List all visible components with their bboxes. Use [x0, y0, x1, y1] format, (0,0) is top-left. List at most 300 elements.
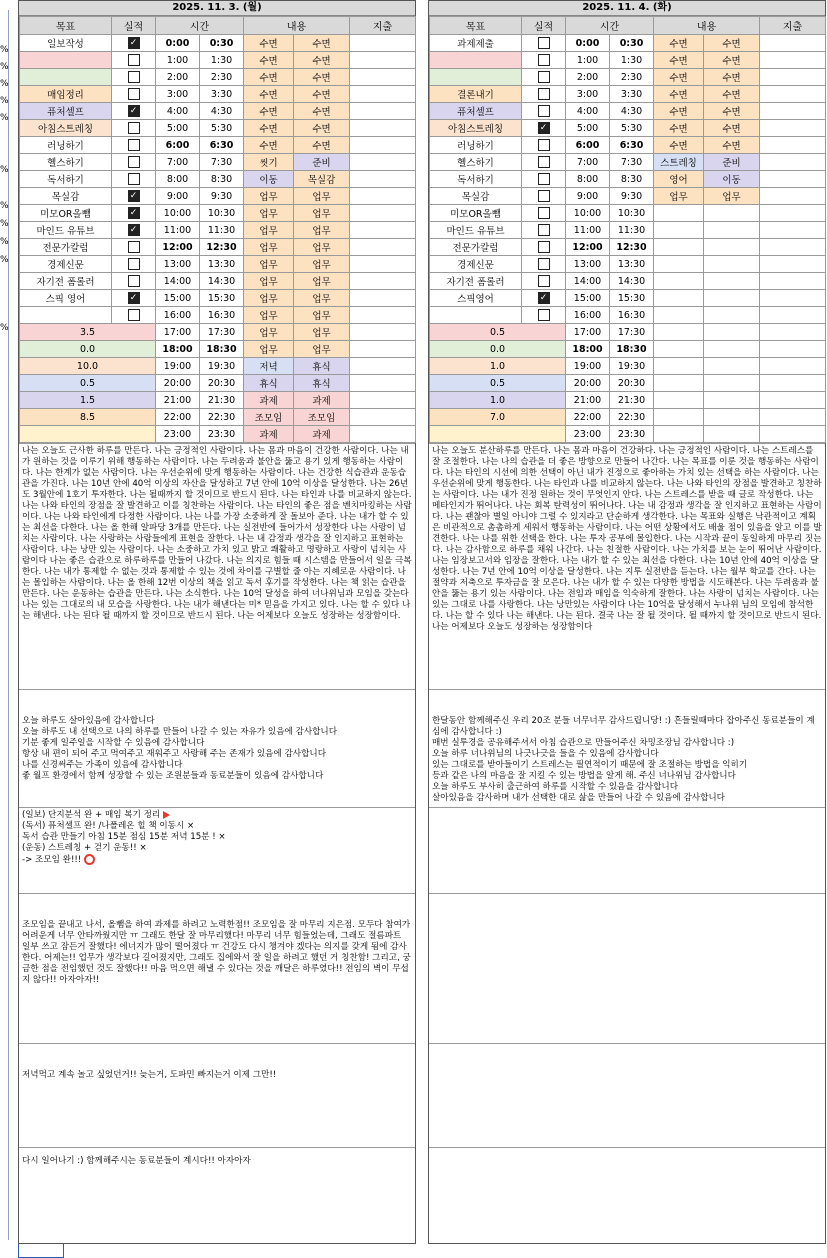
- content-cell[interactable]: 업무: [294, 188, 350, 205]
- goal-cell[interactable]: 과제제출: [430, 35, 522, 52]
- time-half: 7:30: [610, 154, 654, 171]
- done-checkbox[interactable]: [112, 154, 156, 171]
- done-checkbox[interactable]: [522, 222, 566, 239]
- spend-cell[interactable]: [350, 392, 416, 409]
- content-cell[interactable]: 영어: [654, 171, 704, 188]
- content-cell[interactable]: 업무: [294, 239, 350, 256]
- time-half: 18:30: [610, 341, 654, 358]
- content-cell[interactable]: 수면: [654, 52, 704, 69]
- spend-cell[interactable]: [760, 273, 826, 290]
- goal-cell[interactable]: 전문가칼럼: [430, 239, 522, 256]
- checkbox-icon[interactable]: [128, 275, 140, 287]
- table-row: [430, 239, 826, 256]
- content-cell[interactable]: 수면: [244, 35, 294, 52]
- content-cell[interactable]: 수면: [654, 137, 704, 154]
- checkbox-icon[interactable]: [128, 258, 140, 270]
- done-checkbox[interactable]: [112, 137, 156, 154]
- goal-cell[interactable]: 퓨처셀프: [20, 103, 112, 120]
- goal-cell[interactable]: 아침스트레칭: [430, 120, 522, 137]
- content-cell[interactable]: [654, 307, 704, 324]
- spend-cell[interactable]: [350, 137, 416, 154]
- done-checkbox[interactable]: [112, 86, 156, 103]
- schedule-table: [19, 16, 416, 443]
- checkbox-icon[interactable]: [538, 224, 550, 236]
- table-row: [20, 426, 416, 443]
- content-cell[interactable]: 저녁: [244, 358, 294, 375]
- spend-cell[interactable]: [350, 35, 416, 52]
- content-cell[interactable]: 업무: [294, 256, 350, 273]
- content-cell[interactable]: [704, 375, 760, 392]
- spend-cell[interactable]: [350, 205, 416, 222]
- content-cell[interactable]: 수면: [704, 52, 760, 69]
- done-checkbox[interactable]: [522, 256, 566, 273]
- spend-cell[interactable]: [760, 324, 826, 341]
- content-cell[interactable]: 휴식: [244, 375, 294, 392]
- goal-cell[interactable]: 헬스하기: [20, 154, 112, 171]
- edge-percent: %: [0, 45, 9, 55]
- content-cell[interactable]: 업무: [244, 307, 294, 324]
- spend-cell[interactable]: [760, 35, 826, 52]
- content-cell[interactable]: 수면: [244, 103, 294, 120]
- content-cell[interactable]: 씻기: [244, 154, 294, 171]
- content-cell[interactable]: [654, 324, 704, 341]
- content-cell[interactable]: [654, 358, 704, 375]
- goal-cell[interactable]: 자기전 폼롤러: [20, 273, 112, 290]
- checkbox-icon[interactable]: ✓: [538, 292, 550, 304]
- spend-cell[interactable]: [350, 188, 416, 205]
- summary-hours: 1.5: [20, 392, 156, 409]
- spend-cell[interactable]: [350, 120, 416, 137]
- spend-cell[interactable]: [350, 171, 416, 188]
- content-cell[interactable]: 업무: [244, 341, 294, 358]
- table-row: [20, 205, 416, 222]
- content-cell[interactable]: [704, 358, 760, 375]
- content-cell[interactable]: [704, 392, 760, 409]
- content-cell[interactable]: 과제: [294, 426, 350, 443]
- content-cell[interactable]: 수면: [654, 86, 704, 103]
- goal-cell[interactable]: 결론내기: [430, 86, 522, 103]
- spend-cell[interactable]: [350, 103, 416, 120]
- content-cell[interactable]: 이동: [244, 171, 294, 188]
- flag-icon: [163, 811, 170, 819]
- content-cell[interactable]: 수면: [704, 103, 760, 120]
- table-row: [430, 375, 826, 392]
- content-cell[interactable]: [654, 273, 704, 290]
- goal-cell[interactable]: 목실감: [430, 188, 522, 205]
- done-checkbox[interactable]: [112, 256, 156, 273]
- summary-hours: 0.0: [430, 341, 566, 358]
- content-cell[interactable]: 업무: [294, 273, 350, 290]
- goal-cell[interactable]: 러닝하기: [430, 137, 522, 154]
- goal-cell[interactable]: [430, 52, 522, 69]
- time-start: 14:00: [156, 273, 200, 290]
- checkbox-icon[interactable]: [538, 156, 550, 168]
- done-checkbox[interactable]: [112, 103, 156, 120]
- table-row: [430, 137, 826, 154]
- time-start: 5:00: [156, 120, 200, 137]
- checkbox-icon[interactable]: [538, 54, 550, 66]
- done-checkbox[interactable]: [112, 307, 156, 324]
- goal-cell[interactable]: 자기전 폼롤러: [430, 273, 522, 290]
- header-content: 내용: [244, 17, 350, 35]
- spend-cell[interactable]: [760, 375, 826, 392]
- left-edge-strip: [0, 0, 10, 1258]
- done-checkbox[interactable]: [522, 205, 566, 222]
- spend-cell[interactable]: [350, 69, 416, 86]
- time-start: 7:00: [156, 154, 200, 171]
- content-cell[interactable]: [654, 205, 704, 222]
- table-row: [20, 35, 416, 52]
- goal-cell[interactable]: 독서하기: [20, 171, 112, 188]
- goal-cell[interactable]: 일보작성: [20, 35, 112, 52]
- content-cell[interactable]: 수면: [244, 86, 294, 103]
- table-row: [430, 290, 826, 307]
- content-cell[interactable]: 조모임: [244, 409, 294, 426]
- goal-cell[interactable]: 마인드 유튜브: [20, 222, 112, 239]
- content-cell[interactable]: [654, 426, 704, 443]
- time-half: 16:30: [610, 307, 654, 324]
- day-panel-nov-3: [18, 0, 416, 1244]
- done-checkbox[interactable]: [522, 35, 566, 52]
- done-checkbox[interactable]: [522, 69, 566, 86]
- done-checkbox[interactable]: [112, 120, 156, 137]
- table-row: [430, 392, 826, 409]
- done-checkbox[interactable]: [522, 154, 566, 171]
- content-cell[interactable]: 과제: [244, 426, 294, 443]
- content-cell[interactable]: 수면: [704, 86, 760, 103]
- done-checkbox[interactable]: [522, 273, 566, 290]
- content-cell[interactable]: 업무: [244, 222, 294, 239]
- content-cell[interactable]: [654, 256, 704, 273]
- content-cell[interactable]: [654, 392, 704, 409]
- content-cell[interactable]: [704, 239, 760, 256]
- checkbox-icon[interactable]: [128, 122, 140, 134]
- done-checkbox[interactable]: [522, 188, 566, 205]
- goal-cell[interactable]: 경제신문: [20, 256, 112, 273]
- done-checkbox[interactable]: [112, 290, 156, 307]
- content-cell[interactable]: 수면: [244, 52, 294, 69]
- content-cell[interactable]: 수면: [294, 52, 350, 69]
- content-cell[interactable]: 수면: [654, 103, 704, 120]
- checkbox-icon[interactable]: ✓: [128, 37, 140, 49]
- plan-line: -> 조모임 완!!!: [22, 854, 412, 866]
- content-cell[interactable]: 수면: [244, 69, 294, 86]
- checkbox-icon[interactable]: ✓: [538, 122, 550, 134]
- checkbox-icon[interactable]: [128, 139, 140, 151]
- content-cell[interactable]: 수면: [654, 35, 704, 52]
- content-cell[interactable]: [704, 409, 760, 426]
- spend-cell[interactable]: [760, 426, 826, 443]
- content-cell[interactable]: 과제: [294, 392, 350, 409]
- done-checkbox[interactable]: [522, 307, 566, 324]
- checkbox-icon[interactable]: [538, 275, 550, 287]
- content-cell[interactable]: [704, 426, 760, 443]
- content-cell[interactable]: 휴식: [294, 358, 350, 375]
- content-cell[interactable]: 수면: [704, 35, 760, 52]
- spend-cell[interactable]: [760, 137, 826, 154]
- checkbox-icon[interactable]: [538, 88, 550, 100]
- content-cell[interactable]: 업무: [704, 188, 760, 205]
- checkbox-icon[interactable]: [538, 190, 550, 202]
- content-cell[interactable]: 수면: [654, 120, 704, 137]
- done-checkbox[interactable]: [522, 103, 566, 120]
- content-cell[interactable]: [704, 324, 760, 341]
- spend-cell[interactable]: [760, 103, 826, 120]
- checkbox-icon[interactable]: [538, 241, 550, 253]
- content-cell[interactable]: 수면: [294, 120, 350, 137]
- content-cell[interactable]: 업무: [294, 205, 350, 222]
- time-half: 20:30: [610, 375, 654, 392]
- content-cell[interactable]: [704, 290, 760, 307]
- checkbox-icon[interactable]: ✓: [128, 207, 140, 219]
- checkbox-icon[interactable]: [128, 156, 140, 168]
- content-cell[interactable]: 수면: [294, 137, 350, 154]
- content-cell[interactable]: [654, 222, 704, 239]
- spend-cell[interactable]: [760, 222, 826, 239]
- time-start: 15:00: [566, 290, 610, 307]
- spend-cell[interactable]: [760, 256, 826, 273]
- spend-cell[interactable]: [350, 324, 416, 341]
- goal-cell[interactable]: 미모OR올뺌: [430, 205, 522, 222]
- table-row: [20, 137, 416, 154]
- content-cell[interactable]: 업무: [244, 239, 294, 256]
- content-cell[interactable]: [704, 222, 760, 239]
- time-half: 3:30: [610, 86, 654, 103]
- content-cell[interactable]: 업무: [244, 205, 294, 222]
- done-checkbox[interactable]: [112, 188, 156, 205]
- checkbox-icon[interactable]: ✓: [128, 105, 140, 117]
- content-cell[interactable]: 수면: [294, 69, 350, 86]
- checkbox-icon[interactable]: [128, 71, 140, 83]
- table-row: [20, 273, 416, 290]
- content-cell[interactable]: 조모임: [294, 409, 350, 426]
- spend-cell[interactable]: [760, 409, 826, 426]
- goal-cell[interactable]: 독서하기: [430, 171, 522, 188]
- spend-cell[interactable]: [760, 69, 826, 86]
- done-checkbox[interactable]: [522, 239, 566, 256]
- edge-percent: %: [0, 219, 9, 229]
- content-cell[interactable]: 수면: [294, 86, 350, 103]
- content-cell[interactable]: [654, 290, 704, 307]
- time-half: 18:30: [200, 341, 244, 358]
- selected-cell-indicator[interactable]: [18, 1244, 64, 1258]
- checkbox-icon[interactable]: ✓: [128, 224, 140, 236]
- checkbox-icon[interactable]: [128, 54, 140, 66]
- spend-cell[interactable]: [760, 358, 826, 375]
- review-note: 조모임을 끝내고 나서, 올뺌을 하여 과제를 하려고 노력한점!! 조모임을 잘 마무리 지은점. 모두다 참여가 어려운게 너무 안타까웠지만 ㅠ 그래도 한달 잘 마무리했다! 마무리 너무 힘들었는데, 그래도 절름파트 일부 쓰고 잠든거 잘했다! 에너지가 많이 떨어졌다 ㅠ 건강도 다시 챙겨야 겠다는 의지를 갖게 됨에 감사한다. 어제는!! 업무가 생각보다 길어졌지만, 그래도 집에와서 잘 일을 하려고 했던 거 칭찬함! 그리고, 궁금한 점을 전임했던 것도 잘했다!! 마음 먹으면 해낼 수 있다는 것을 깨달은 하루였다!! 전임의 벽이 무섭지 않다!! 아자아자!!: [19, 893, 415, 1043]
- checkbox-icon[interactable]: [128, 173, 140, 185]
- goal-cell[interactable]: 미모OR올뺌: [20, 205, 112, 222]
- table-header-row: [430, 17, 826, 35]
- time-start: 3:00: [566, 86, 610, 103]
- checkbox-icon[interactable]: ✓: [128, 292, 140, 304]
- content-cell[interactable]: [654, 341, 704, 358]
- time-start: 1:00: [566, 52, 610, 69]
- content-cell[interactable]: 수면: [704, 69, 760, 86]
- spend-cell[interactable]: [760, 290, 826, 307]
- content-cell[interactable]: 수면: [704, 137, 760, 154]
- content-cell[interactable]: 준비: [294, 154, 350, 171]
- spend-cell[interactable]: [350, 273, 416, 290]
- goal-cell[interactable]: 스픽 영어: [20, 290, 112, 307]
- edge-percent: %: [0, 79, 9, 89]
- content-cell[interactable]: 업무: [294, 307, 350, 324]
- spend-cell[interactable]: [760, 171, 826, 188]
- done-checkbox[interactable]: [112, 239, 156, 256]
- time-start: 1:00: [156, 52, 200, 69]
- content-cell[interactable]: [654, 375, 704, 392]
- done-checkbox[interactable]: [522, 290, 566, 307]
- done-checkbox[interactable]: [522, 137, 566, 154]
- content-cell[interactable]: 업무: [244, 273, 294, 290]
- content-cell[interactable]: [654, 409, 704, 426]
- goal-cell[interactable]: [20, 307, 112, 324]
- plan-line: (운동) 스트레칭 + 걷기 운동!! ×: [22, 843, 147, 853]
- checkbox-icon[interactable]: [128, 241, 140, 253]
- content-cell[interactable]: 목실감: [294, 171, 350, 188]
- spend-cell[interactable]: [760, 188, 826, 205]
- spend-cell[interactable]: [350, 358, 416, 375]
- content-cell[interactable]: 준비: [704, 154, 760, 171]
- plan-line: (일보) 단지분석 완 + 매임 복기 정리: [22, 810, 412, 821]
- content-cell[interactable]: [654, 239, 704, 256]
- done-checkbox[interactable]: [112, 171, 156, 188]
- content-cell[interactable]: 수면: [244, 120, 294, 137]
- spend-cell[interactable]: [350, 222, 416, 239]
- spend-cell[interactable]: [350, 426, 416, 443]
- content-cell[interactable]: 업무: [294, 222, 350, 239]
- content-cell[interactable]: 과제: [244, 392, 294, 409]
- time-half: 11:30: [610, 222, 654, 239]
- content-cell[interactable]: 업무: [244, 256, 294, 273]
- spend-cell[interactable]: [760, 205, 826, 222]
- content-cell[interactable]: 업무: [294, 324, 350, 341]
- spend-cell[interactable]: [760, 120, 826, 137]
- content-cell[interactable]: 수면: [244, 137, 294, 154]
- checkbox-icon[interactable]: ✓: [128, 190, 140, 202]
- done-checkbox[interactable]: [522, 120, 566, 137]
- content-cell[interactable]: 업무: [294, 290, 350, 307]
- spend-cell[interactable]: [350, 256, 416, 273]
- spend-cell[interactable]: [350, 154, 416, 171]
- spend-cell[interactable]: [350, 341, 416, 358]
- spend-cell[interactable]: [760, 392, 826, 409]
- checkbox-icon[interactable]: [538, 207, 550, 219]
- spend-cell[interactable]: [350, 307, 416, 324]
- checkbox-icon[interactable]: [128, 309, 140, 321]
- time-start: 4:00: [156, 103, 200, 120]
- goal-cell[interactable]: [430, 69, 522, 86]
- time-start: 22:00: [566, 409, 610, 426]
- time-start: 19:00: [566, 358, 610, 375]
- goal-cell[interactable]: 매임정리: [20, 86, 112, 103]
- edge-percent: %: [0, 323, 9, 333]
- time-start: 20:00: [566, 375, 610, 392]
- goal-cell[interactable]: 마인드 유튜브: [430, 222, 522, 239]
- content-cell[interactable]: 수면: [294, 103, 350, 120]
- checkbox-icon[interactable]: [538, 37, 550, 49]
- spend-cell[interactable]: [350, 86, 416, 103]
- checkbox-icon[interactable]: [538, 105, 550, 117]
- content-cell[interactable]: [704, 341, 760, 358]
- spend-cell[interactable]: [760, 52, 826, 69]
- content-cell[interactable]: 수면: [704, 120, 760, 137]
- time-start: 17:00: [566, 324, 610, 341]
- content-cell[interactable]: 업무: [244, 324, 294, 341]
- affirmation-note: 나는 오늘도 근사한 하루를 만든다. 나는 긍정적인 사람이다. 나는 몸과 마음이 건강한 사람이다. 나는 내가 원하는 것을 이루기 위해 행동하는 사람이다. 나는 두려움과 불안을 뚫고 용기 있게 행동하는 사람이다. 나는 한계가 없는 사람이다. 나는 우선순위에 맞게 행동하는 사람이다. 나는 건강한 식습관과 운동습관을 가진다. 나는 10년 안에 40억 이상의 자산을 달성하고 7년 안에 10억 이상을 달성한다. 나는 26년도 3월안에 1호기 투자한다. 나는 될때까지 할 것이므로 반드시 된다. 나는 타인과 나를 비교하지 않는다. 나는 나와 타인의 장점을 잘 발견하고 이를 칭찬하는 사람이다. 나는 타인의 좋은 점을 벤치마킹하는 사람이다. 나는 나와 타인에게 다정한 사람이다. 나는 나를 가장 소중하게 잘 돌보아 준다. 나는 내가 할 수 있는 최선을 다한다. 나는 올 한해 알파당 3개를 만든다. 나는 실전반에 들어가서 성장한다 나는 사랑이 넘치는 사람이다. 나는 사랑하는 사람들에게 표현을 잘한다. 나는 내 감정과 생각을 잘 인지하고 표현하는 사람이다. 나는 낭만 있는 사람이다. 나는 소중하고 가치 있고 밝고 쾌활하고 명랑하고 사랑이 넘치는 사람이다 나는 좋은 습관으로 하루하루를 만들어 나갔다. 나는 의지로 힘들 때 시스템을 만들어서 일을 극복한다. 나는 내가 통제할 수 없는 것과 통제할 수 있는 것에 차이를 구별할 줄 아는 지혜로운 사람이다. 나는 몰입하는 사람이다. 나는 올 한해 12번 이상의 책을 읽고 독서 후기를 작성한다. 나는 책 읽는 습관을 만든다. 나는 운동하는 습관을 만든다. 나는 소식한다. 나는 10억 달성을 하여 너나위님과 모임을 갖는다 나는 있는 그대로의 내 모습을 사랑한다. 나는 내가 해낸다는 미* 믿음을 가지고 있다. 나는 할 수 있다 나는 해낸다. 나는 된다 될 때까지 할 것이므로 반드시 된다. 나는 어제보다 오늘도 성장하는 성장함이다.: [19, 443, 415, 689]
- spend-cell[interactable]: [350, 375, 416, 392]
- goal-cell[interactable]: [430, 307, 522, 324]
- content-cell[interactable]: [704, 256, 760, 273]
- edge-percent: %: [0, 237, 9, 247]
- spend-cell[interactable]: [350, 239, 416, 256]
- checkbox-icon[interactable]: [128, 88, 140, 100]
- time-start: 5:00: [566, 120, 610, 137]
- content-cell[interactable]: 이동: [704, 171, 760, 188]
- goal-cell[interactable]: 전문가칼럼: [20, 239, 112, 256]
- spend-cell[interactable]: [760, 86, 826, 103]
- spend-cell[interactable]: [350, 409, 416, 426]
- checkbox-icon[interactable]: [538, 71, 550, 83]
- spend-cell[interactable]: [760, 154, 826, 171]
- done-checkbox[interactable]: [112, 205, 156, 222]
- done-checkbox[interactable]: [112, 273, 156, 290]
- goal-cell[interactable]: 스픽영어: [430, 290, 522, 307]
- content-cell[interactable]: 스트레칭: [654, 154, 704, 171]
- content-cell[interactable]: 휴식: [294, 375, 350, 392]
- spend-cell[interactable]: [760, 341, 826, 358]
- content-cell[interactable]: 수면: [294, 35, 350, 52]
- done-checkbox[interactable]: [112, 35, 156, 52]
- time-half: 14:30: [610, 273, 654, 290]
- checkbox-icon[interactable]: [538, 309, 550, 321]
- checkbox-icon[interactable]: [538, 258, 550, 270]
- goal-cell[interactable]: 경제신문: [430, 256, 522, 273]
- done-checkbox[interactable]: [112, 69, 156, 86]
- time-start: 23:00: [566, 426, 610, 443]
- done-checkbox[interactable]: [522, 86, 566, 103]
- table-row: [20, 358, 416, 375]
- content-cell[interactable]: [704, 205, 760, 222]
- content-cell[interactable]: [704, 273, 760, 290]
- done-checkbox[interactable]: [522, 171, 566, 188]
- goal-cell[interactable]: 아침스트레칭: [20, 120, 112, 137]
- time-half: 6:30: [610, 137, 654, 154]
- spend-cell[interactable]: [350, 290, 416, 307]
- content-cell[interactable]: 업무: [654, 188, 704, 205]
- spend-cell[interactable]: [350, 52, 416, 69]
- goal-cell[interactable]: 목실감: [20, 188, 112, 205]
- checkbox-icon[interactable]: [538, 139, 550, 151]
- done-checkbox[interactable]: [112, 222, 156, 239]
- goal-cell[interactable]: [20, 69, 112, 86]
- content-cell[interactable]: 업무: [244, 188, 294, 205]
- time-half: 4:30: [610, 103, 654, 120]
- goal-cell[interactable]: [20, 52, 112, 69]
- checkbox-icon[interactable]: [538, 173, 550, 185]
- goal-cell[interactable]: 러닝하기: [20, 137, 112, 154]
- done-checkbox[interactable]: [112, 52, 156, 69]
- goal-cell[interactable]: 퓨처셀프: [430, 103, 522, 120]
- content-cell[interactable]: 수면: [654, 69, 704, 86]
- content-cell[interactable]: [704, 307, 760, 324]
- spend-cell[interactable]: [760, 239, 826, 256]
- content-cell[interactable]: 업무: [244, 290, 294, 307]
- spend-cell[interactable]: [760, 307, 826, 324]
- content-cell[interactable]: 업무: [294, 341, 350, 358]
- done-checkbox[interactable]: [522, 52, 566, 69]
- goal-cell[interactable]: 헬스하기: [430, 154, 522, 171]
